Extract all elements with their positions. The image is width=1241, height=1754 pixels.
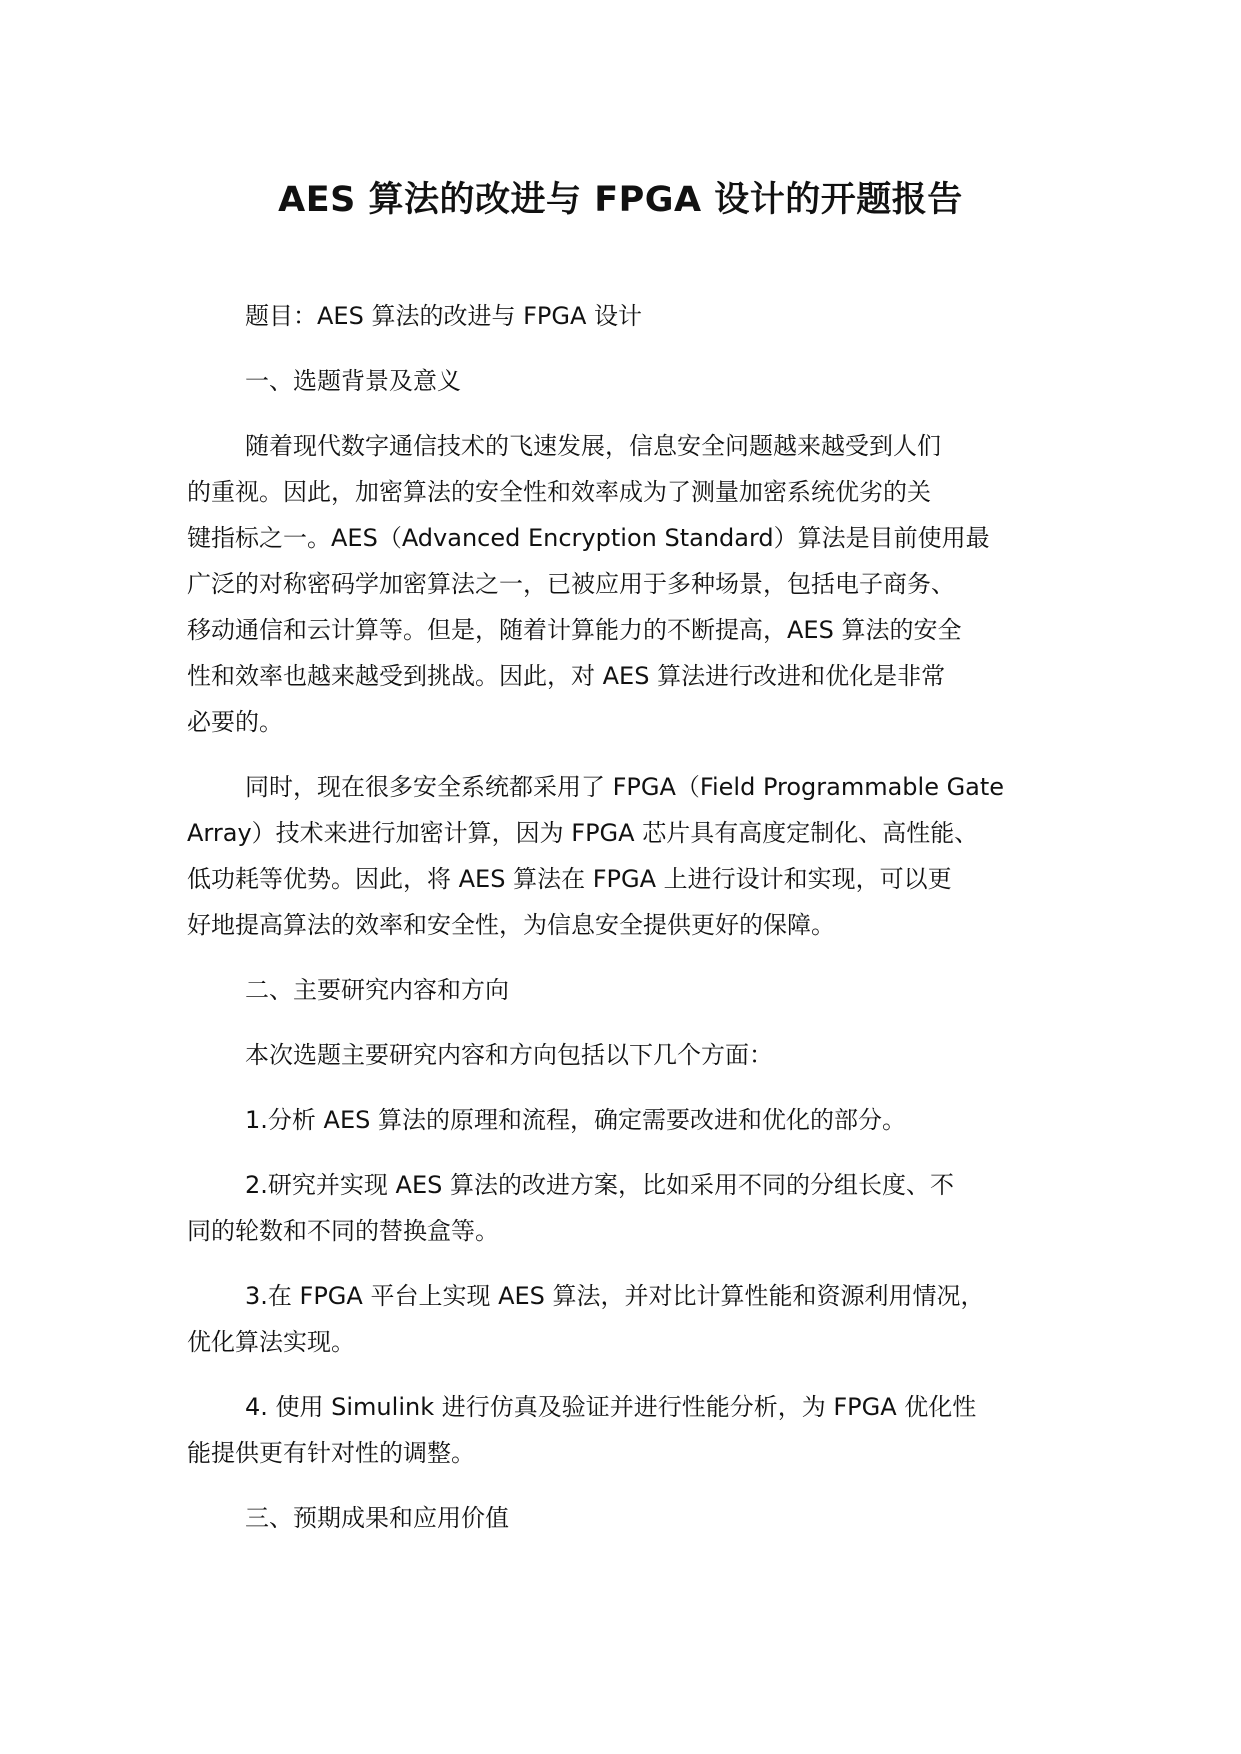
section-heading-research: 二、主要研究内容和方向 [245, 976, 509, 1004]
paragraph-fpga [187, 764, 1067, 948]
paragraph-line: 2.研究并实现 AES 算法的改进方案，比如采用不同的分组长度、不 [245, 1171, 954, 1199]
list-item [187, 1097, 1067, 1143]
paragraph-line: 同时，现在很多安全系统都采用了 FPGA（Field Programmable Gate [245, 773, 1005, 801]
paragraph-line: 随着现代数字通信技术的飞速发展，信息安全问题越来越受到人们 [245, 432, 941, 460]
research-intro: 本次选题主要研究内容和方向包括以下几个方面： [245, 1041, 773, 1069]
paragraph-line: 同的轮数和不同的替换盒等。 [187, 1217, 499, 1245]
paragraph-line: 的重视。因此，加密算法的安全性和效率成为了测量加密系统优劣的关 [187, 478, 931, 506]
paragraph-line: 3.在 FPGA 平台上实现 AES 算法，并对比计算性能和资源利用情况， [245, 1282, 985, 1310]
document-title: AES 算法的改进与 FPGA 设计的开题报告 [278, 180, 963, 220]
paragraph-line: 1.分析 AES 算法的原理和流程，确定需要改进和优化的部分。 [245, 1106, 906, 1134]
list-item [187, 1162, 1067, 1254]
paragraph-line: Array）技术来进行加密计算，因为 FPGA 芯片具有高度定制化、高性能、 [187, 819, 979, 847]
paragraph-line: 低功耗等优势。因此，将 AES 算法在 FPGA 上进行设计和实现，可以更 [187, 865, 952, 893]
paragraph-line: 性和效率也越来越受到挑战。因此，对 AES 算法进行改进和优化是非常 [187, 662, 946, 690]
paragraph-line: 4. 使用 Simulink 进行仿真及验证并进行性能分析，为 FPGA 优化性 [245, 1393, 977, 1421]
topic-line: 题目：AES 算法的改进与 FPGA 设计 [245, 302, 642, 330]
paragraph-line: 键指标之一。AES（Advanced Encryption Standard）算法是目前使用最 [187, 524, 990, 552]
list-item [187, 1273, 1067, 1365]
list-item [187, 1384, 1067, 1476]
paragraph-line: 能提供更有针对性的调整。 [187, 1439, 475, 1467]
paragraph-line: 必要的。 [187, 708, 283, 736]
paragraph-line: 广泛的对称密码学加密算法之一，已被应用于多种场景，包括电子商务、 [187, 570, 955, 598]
paragraph-line: 移动通信和云计算等。但是，随着计算能力的不断提高，AES 算法的安全 [187, 616, 962, 644]
paragraph-line: 优化算法实现。 [187, 1328, 355, 1356]
document-body [187, 293, 1067, 1560]
section-heading-outcomes: 三、预期成果和应用价值 [245, 1504, 509, 1532]
paragraph-background [187, 423, 1067, 745]
paragraph-line: 好地提高算法的效率和安全性，为信息安全提供更好的保障。 [187, 911, 835, 939]
section-heading-background: 一、选题背景及意义 [245, 367, 461, 395]
